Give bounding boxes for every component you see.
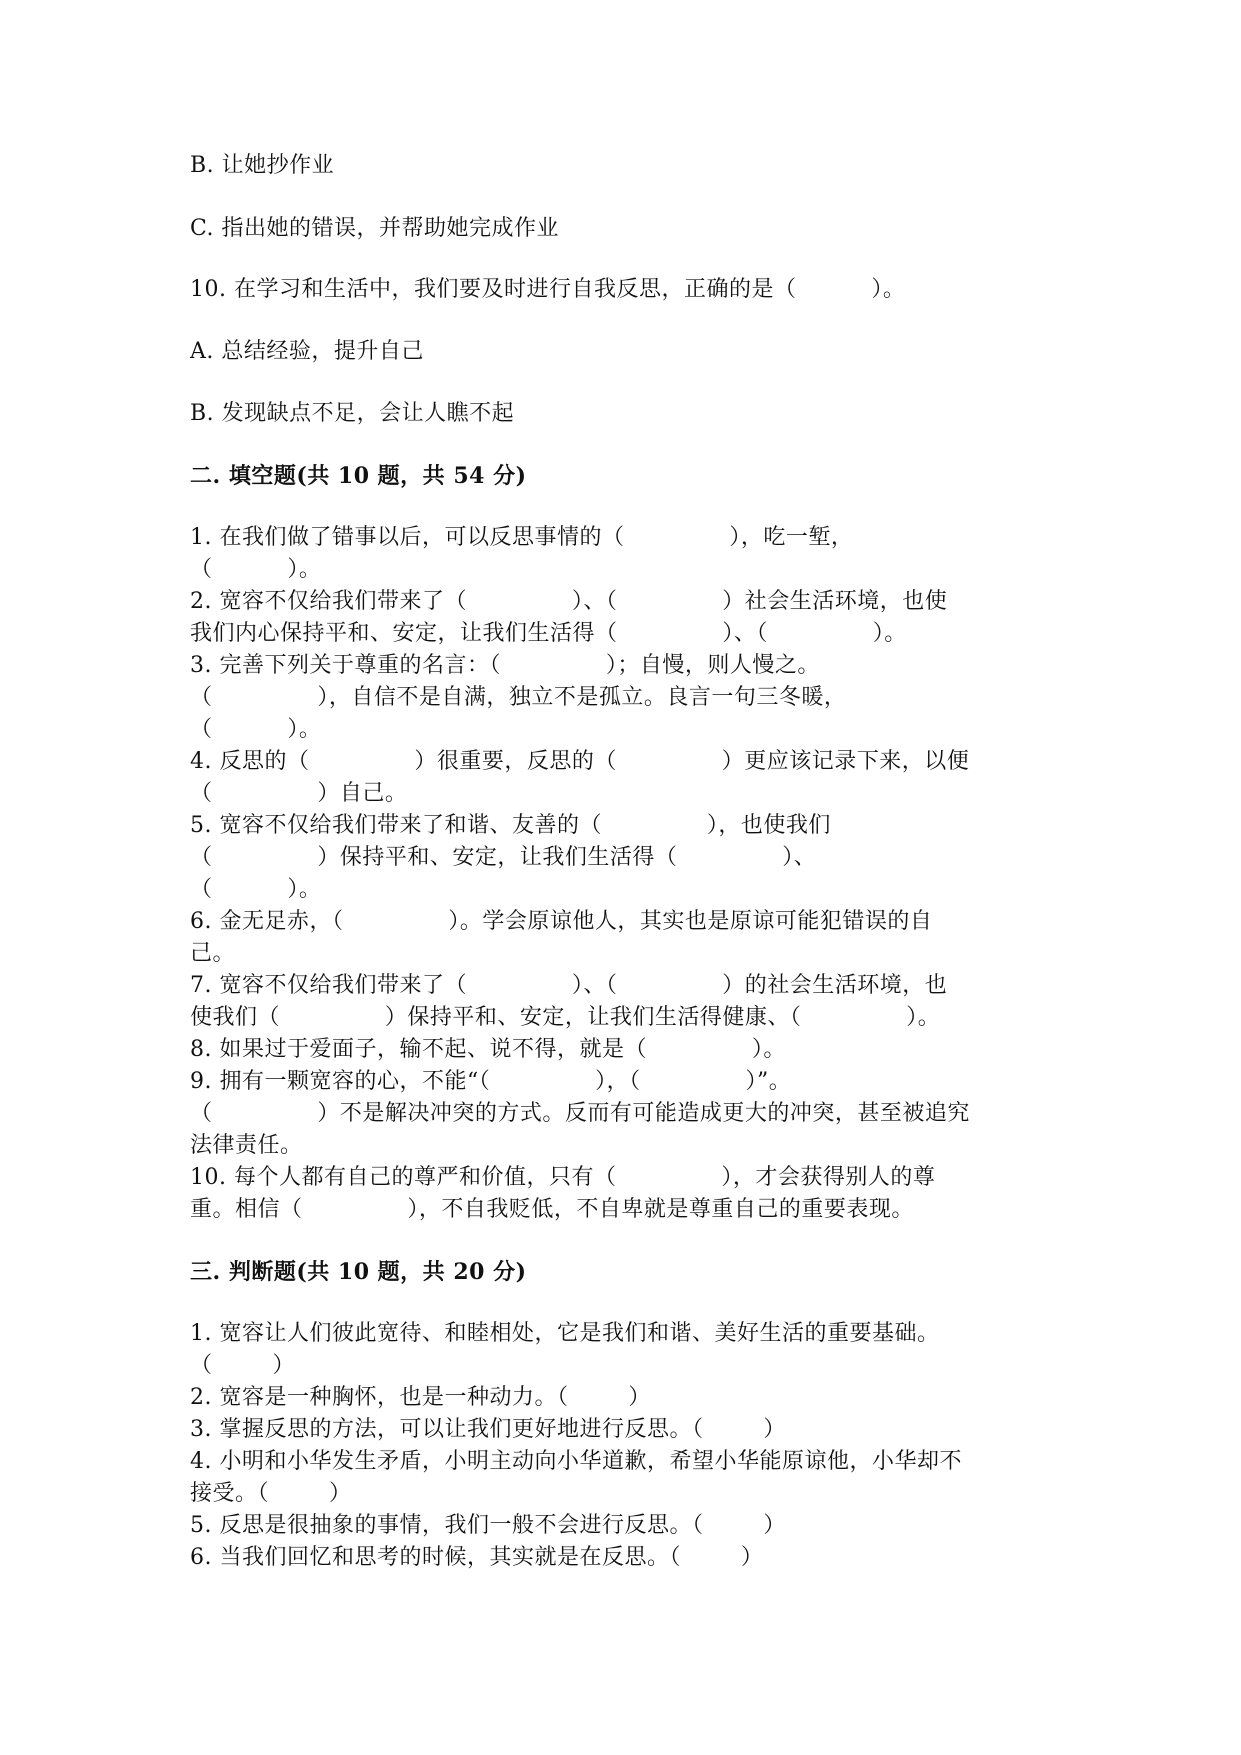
fill-q1-line1: 1. 在我们做了错事以后，可以反思事情的（ ），吃一堑，: [190, 525, 854, 550]
option-b-shortcomings: B. 发现缺点不足，会让人瞧不起: [190, 401, 515, 426]
fill-q8-line1: 8. 如果过于爱面子，输不起、说不得，就是（ ）。: [190, 1037, 786, 1062]
fill-q7-line2: 使我们（ ）保持平和、安定，让我们生活得健康、（ ）。: [190, 1005, 941, 1030]
fill-q6-line2: 己。: [190, 941, 236, 966]
section-heading-fill-in: 二. 填空题(共 10 题，共 54 分): [190, 463, 527, 489]
fill-q5-line3: （ ）。: [190, 877, 322, 902]
question-10-reflection: 10. 在学习和生活中，我们要及时进行自我反思，正确的是（ ）。: [190, 277, 906, 302]
fill-q4-line1: 4. 反思的（ ）很重要，反思的（ ）更应该记录下来，以便: [190, 749, 970, 774]
fill-q3-line2: （ ），自信不是自满，独立不是孤立。良言一句三冬暖，: [190, 685, 847, 710]
fill-q10-line2: 重。相信（ ），不自我贬低，不自卑就是尊重自己的重要表现。: [190, 1197, 914, 1222]
option-c-point-out-errors: C. 指出她的错误，并帮助她完成作业: [190, 216, 560, 241]
fill-q2-line1: 2. 宽容不仅给我们带来了（ ）、（ ）社会生活环境，也使: [190, 589, 948, 614]
fill-q9-line3: 法律责任。: [190, 1133, 303, 1158]
judge-q4-line2: 接受。（ ）: [190, 1481, 352, 1506]
option-b-copy-homework: B. 让她抄作业: [190, 153, 335, 178]
fill-q9-line1: 9. 拥有一颗宽容的心，不能“（ ），（ ）”。: [190, 1069, 792, 1094]
fill-q3-line3: （ ）。: [190, 717, 322, 742]
fill-q9-line2: （ ）不是解决冲突的方式。反而有可能造成更大的冲突，甚至被追究: [190, 1101, 970, 1126]
fill-q1-line2: （ ）。: [190, 557, 322, 582]
fill-q2-line2: 我们内心保持平和、安定，让我们生活得（ ）、（ ）。: [190, 621, 907, 646]
judge-q6: 6. 当我们回忆和思考的时候，其实就是在反思。（ ）: [190, 1545, 764, 1570]
fill-q10-line1: 10. 每个人都有自己的尊严和价值，只有（ ），才会获得别人的尊: [190, 1165, 936, 1190]
judge-q2: 2. 宽容是一种胸怀，也是一种动力。（ ）: [190, 1385, 651, 1410]
fill-q5-line1: 5. 宽容不仅给我们带来了和谐、友善的（ ），也使我们: [190, 813, 831, 838]
judge-q1-line2: （ ）: [190, 1353, 295, 1378]
judge-q3: 3. 掌握反思的方法，可以让我们更好地进行反思。（ ）: [190, 1417, 786, 1442]
section-heading-true-false: 三. 判断题(共 10 题，共 20 分): [190, 1259, 527, 1285]
fill-q7-line1: 7. 宽容不仅给我们带来了（ ）、（ ）的社会生活环境，也: [190, 973, 948, 998]
fill-q6-line1: 6. 金无足赤，（ ）。学会原谅他人，其实也是原谅可能犯错误的自: [190, 909, 933, 934]
fill-q4-line2: （ ）自己。: [190, 781, 408, 806]
option-a-summarize: A. 总结经验，提升自己: [190, 339, 424, 364]
fill-q3-line1: 3. 完善下列关于尊重的名言：（ ）；自慢，则人慢之。: [190, 653, 820, 678]
fill-q5-line2: （ ）保持平和、安定，让我们生活得（ ）、: [190, 845, 817, 870]
judge-q5: 5. 反思是很抽象的事情，我们一般不会进行反思。（ ）: [190, 1513, 786, 1538]
judge-q4-line1: 4. 小明和小华发生矛盾，小明主动向小华道歉，希望小华能原谅他，小华却不: [190, 1449, 962, 1474]
judge-q1-line1: 1. 宽容让人们彼此宽待、和睦相处，它是我们和谐、美好生活的重要基础。: [190, 1321, 940, 1346]
